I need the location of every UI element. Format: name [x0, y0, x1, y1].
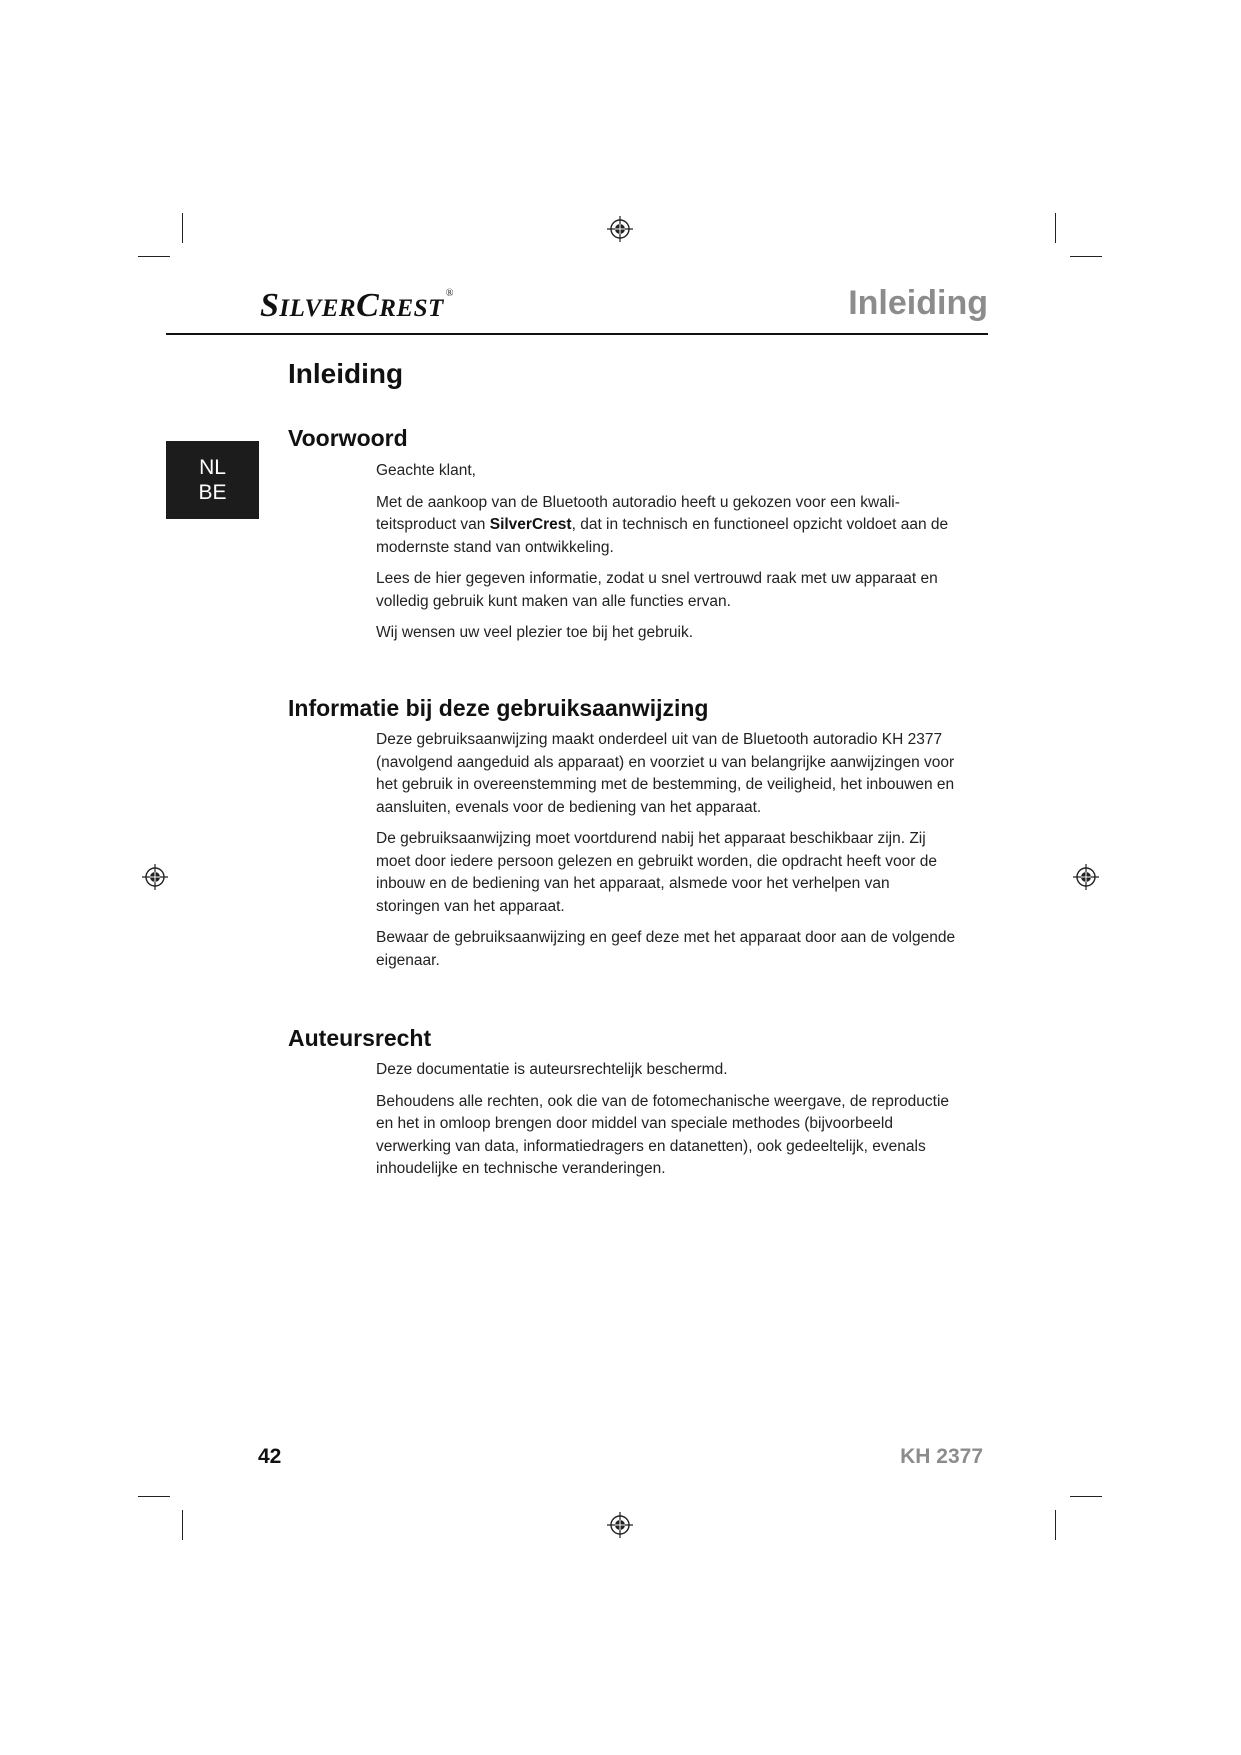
paragraph: Lees de hier gegeven informatie, zodat u snel vertrouwd raak met uw apparaat en volledig gebruik kunt maken van alle functies ervan.	[376, 570, 938, 610]
paragraph: Wij wensen uw veel plezier toe bij het gebruik.	[376, 624, 694, 641]
header-title: Inleiding	[848, 284, 988, 322]
header-rule	[166, 333, 988, 335]
paragraph: Behoudens alle rechten, ook die van de fotomechanische weergave, de reproductie en het in omloop brengen door middel van speciale methodes (bijvoorbeeld verwerking van data, informatiedragers en datanetten), ook gedeeltelijk, evenals inhoudelijke en technische veranderingen.	[376, 1092, 950, 1177]
registration-mark-icon	[1073, 864, 1099, 890]
language-code-nl: NL	[199, 456, 226, 479]
model-number: KH 2377	[900, 1445, 983, 1468]
crop-mark	[138, 1496, 170, 1497]
section-body	[376, 1059, 956, 1190]
paragraph: Deze documentatie is auteursrechtelijk beschermd.	[376, 1061, 728, 1078]
section-heading: Auteursrecht	[288, 1025, 432, 1051]
section-heading: Informatie bij deze gebruiksaanwijzing	[288, 695, 709, 721]
crop-mark	[1070, 256, 1102, 257]
section-body	[376, 460, 956, 654]
crop-mark	[1055, 1510, 1056, 1540]
crop-mark	[138, 256, 170, 257]
crop-mark	[182, 213, 183, 243]
brand-logo	[260, 289, 454, 323]
page-number: 42	[258, 1445, 282, 1468]
brand-logo-text: SILVERCREST	[260, 287, 444, 324]
paragraph-text: Met de aankoop van de Bluetooth autoradio heeft u gekozen voor een kwali-teitsproduct van	[376, 493, 900, 533]
paragraph	[376, 492, 956, 560]
language-code-be: BE	[198, 481, 227, 504]
registration-mark-icon	[607, 216, 633, 242]
language-tab	[166, 441, 259, 519]
brand-name: SilverCrest	[489, 516, 572, 533]
registration-mark-icon	[142, 864, 168, 890]
section-body	[376, 729, 956, 981]
paragraph-text: , dat in technisch en functioneel opzicht voldoet aan de modernste stand van ontwikkeling.	[376, 516, 949, 556]
registered-mark: ®	[445, 288, 454, 299]
crop-mark	[1070, 1496, 1102, 1497]
paragraph: Bewaar de gebruiksaanwijzing en geef deze met het apparaat door aan de volgende eigenaar.	[376, 929, 956, 969]
paragraph: Deze gebruiksaanwijzing maakt onderdeel uit van de Bluetooth autoradio KH 2377 (navolgend aangeduid als apparaat) en voorziet u van belangrijke aanwijzingen voor het gebruik in overeenstemming met de bestemming, de veiligheid, het inbouwen en aansluiten, evenals voor de bediening van het apparaat.	[376, 731, 955, 816]
section-heading: Voorwoord	[288, 425, 408, 451]
page-title: Inleiding	[288, 358, 404, 389]
registration-mark-icon	[607, 1512, 633, 1538]
crop-mark	[182, 1510, 183, 1540]
crop-mark	[1055, 213, 1056, 243]
paragraph: De gebruiksaanwijzing moet voortdurend nabij het apparaat beschikbaar zijn. Zij moet door iedere persoon gelezen en gebruikt worden, die opdracht heeft voor de inbouw en de bediening van het apparaat, alsmede voor het verhelpen van storingen van het apparaat.	[376, 830, 937, 915]
paragraph: Geachte klant,	[376, 462, 476, 479]
